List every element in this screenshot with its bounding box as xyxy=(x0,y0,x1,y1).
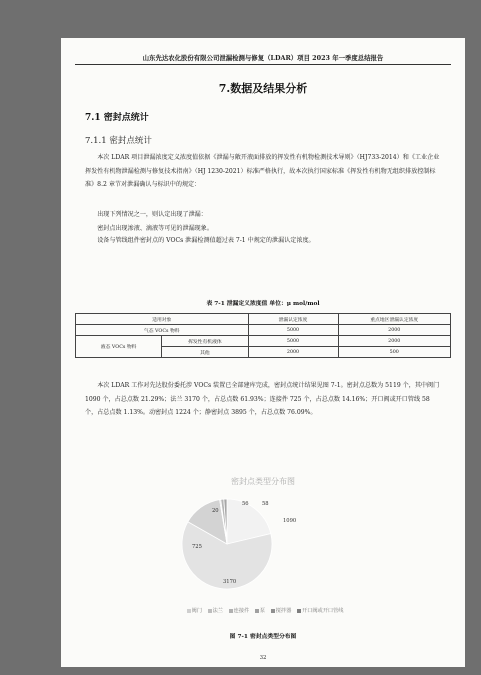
table-cell: 5000 xyxy=(248,336,338,347)
legend-label: 阀门 xyxy=(191,608,202,614)
table-header-cell: 重点地区泄漏认定浓度 xyxy=(338,314,451,325)
paragraph-standards: 本次 LDAR 项目泄漏浓度定义浓度值依据《泄漏与敞开液面排放的挥发性有机物检测技术导则》（HJ733-2014）和《工业企业挥发性有机物泄漏检测与修复技术指南》（HJ 1230-2021）标准严格执行，故本次执行国家标准《挥发性有机物无组织排放控制标准》8.2 章节对泄漏确认与标识中的规定： xyxy=(85,154,440,189)
subsection-title: 7.1.1 密封点统计 xyxy=(85,136,152,146)
legend-swatch xyxy=(297,609,301,613)
paragraph-threshold: 设备与管线组件密封点的 VOCs 泄漏检测值超过表 7-1 中规定的泄漏认定浓度。 xyxy=(97,237,315,244)
chart-legend xyxy=(61,607,465,614)
table-cell: 气态 VOCs 物料 xyxy=(76,325,249,336)
running-header: 山东先达农化股份有限公司泄漏检测与修复（LDAR）项目 2023 年一季度总结报告 xyxy=(142,54,384,62)
table-header-cell: 泄漏认定浓度 xyxy=(248,314,338,325)
legend-label: 搅拌器 xyxy=(275,608,292,614)
table-cell: 500 xyxy=(338,347,451,358)
paragraph-seal-statistics: 本次 LDAR 工作对先达股份委托涉 VOCs 装置已全部建库完成，密封点统计结果见图 7-1。密封点总数为 5119 个，其中阀门 1090 个，占总点数 21.29%；法兰 3170 个，占总点数 61.93%；连接件 725 个，占总点数 14.16%；开口阀或开口管线 58 个，占总点数 1.13%。动密封点 1224 个；静密封点 3895 个，占总点数 76.09%。 xyxy=(85,382,440,417)
legend-label: 开口阀或开口管线 xyxy=(301,608,344,614)
legend-label: 泵 xyxy=(259,608,266,614)
leak-definition-table xyxy=(75,313,451,358)
chapter-title: 7.数据及结果分析 xyxy=(218,82,308,95)
legend-label: 法兰 xyxy=(212,608,223,614)
pie-label-pump: 20 xyxy=(212,508,219,514)
header-rule xyxy=(75,64,451,65)
table-group-cell: 液态 VOCs 物料 xyxy=(76,336,162,358)
paragraph-leak-conditions: 出现下列情况之一，则认定出现了泄漏： xyxy=(97,211,207,218)
table-cell: 5000 xyxy=(248,325,338,336)
legend-swatch xyxy=(187,609,191,613)
legend-swatch xyxy=(229,609,233,613)
table-cell: 其他 xyxy=(162,347,248,358)
section-title: 7.1 密封点统计 xyxy=(85,113,149,123)
legend-swatch xyxy=(208,609,212,613)
page-number: 32 xyxy=(259,655,267,661)
document-page xyxy=(61,38,465,667)
pie-label-stirrer: 56 xyxy=(242,501,249,507)
paragraph-visible-leak: 密封点出现渗液、滴液等可见的泄漏现象。 xyxy=(97,225,213,232)
table-cell: 2000 xyxy=(338,336,451,347)
table-row xyxy=(76,325,451,336)
pie-label-open-valve: 58 xyxy=(262,501,269,507)
table-cell: 挥发性有机液体 xyxy=(162,336,248,347)
pie-label-connector: 725 xyxy=(192,544,202,550)
legend-swatch xyxy=(271,609,275,613)
chart-title: 密封点类型分布图 xyxy=(231,477,295,486)
pie-label-flange: 3170 xyxy=(223,579,237,585)
legend-swatch xyxy=(255,609,259,613)
table-cell: 2000 xyxy=(338,325,451,336)
table-caption: 表 7-1 泄漏定义浓度值 单位：μ mol/mol xyxy=(206,301,320,307)
table-header-row xyxy=(76,314,451,325)
legend-label: 连接件 xyxy=(233,608,250,614)
figure-caption: 图 7-1 密封点类型分布图 xyxy=(229,634,297,640)
table-header-cell: 适用对象 xyxy=(76,314,249,325)
pie-label-valve: 1090 xyxy=(283,518,297,524)
table-row xyxy=(76,336,451,347)
table-cell: 2000 xyxy=(248,347,338,358)
